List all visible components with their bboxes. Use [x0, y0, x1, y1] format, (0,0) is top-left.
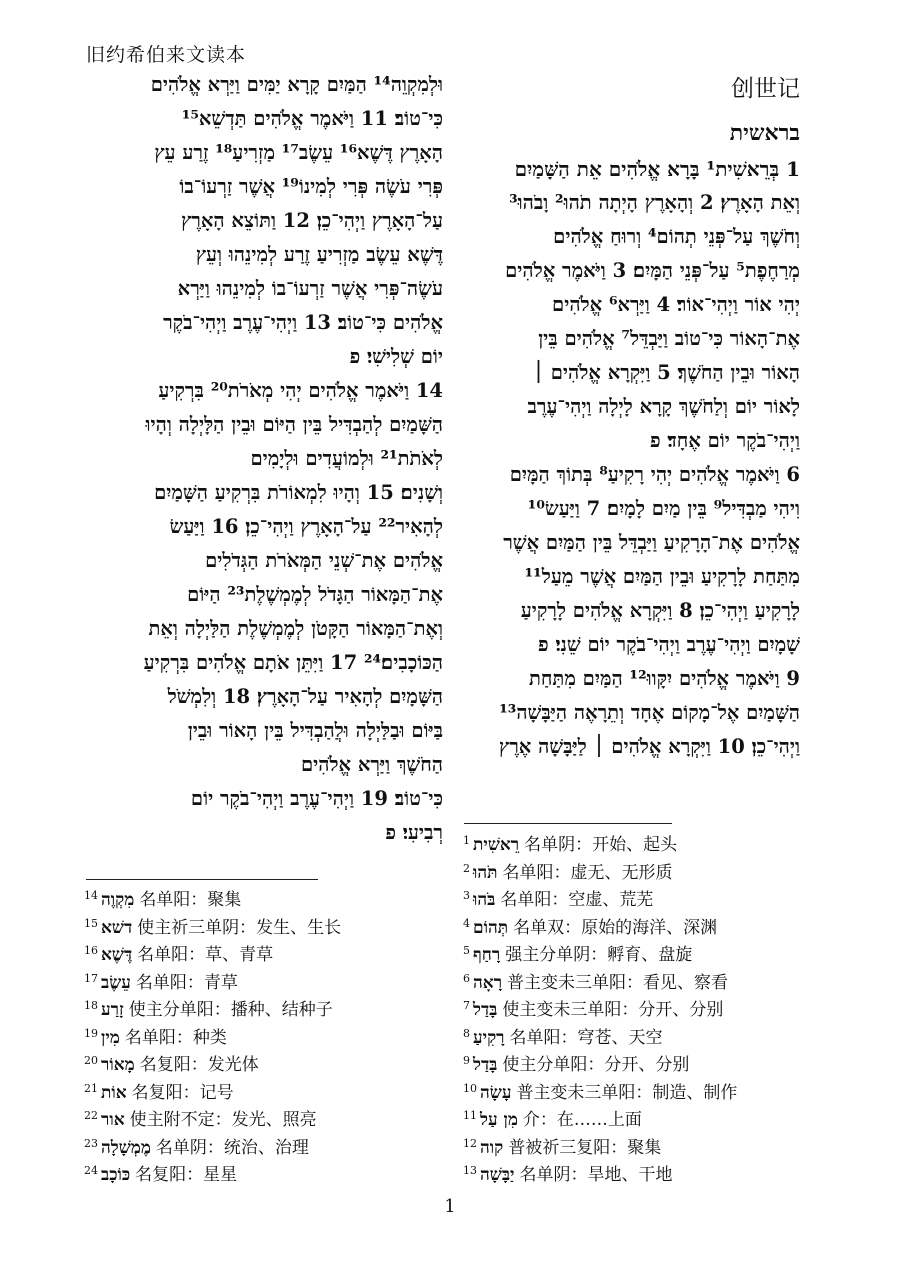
footnote-headword: עָשָׂה	[480, 1082, 512, 1103]
text-line: אֱלֹהִים אֶת־שְׁנֵי הַמְּאֹרֹת הַגְּדֹלִים	[205, 549, 443, 572]
footnote-headword: רָאָה	[473, 972, 503, 993]
footnote-headword: רֵאשִׁית	[473, 835, 520, 855]
footnote-gloss: 名单阴：统治、治理	[155, 1137, 309, 1158]
footnote: $^{19}$ מִין 名单阳：种类	[84, 1026, 227, 1048]
text-line: הָאוֹר וּבֵין הַחֹשֶׁךְ׃ 5 וַיִּקְרָא אֱלֹהִים ׀	[533, 361, 800, 384]
text-line: הַכּוֹכָבִים׃²⁴ 17 וַיִּתֵּן אֹתָם אֱלֹהִים בִּרְקִיעַ	[143, 651, 443, 674]
footnote-headword: מִן עַל	[480, 1110, 518, 1130]
text-line: הַשָּׁמָיִם לְהָאִיר עַל־הָאָרֶץ׃ 18 וְלִמְשֹׁל	[167, 685, 443, 708]
footnote-gloss: 名复阳：发光体	[139, 1055, 259, 1075]
footnote-gloss: 普主变未三单阳：看见、察看	[507, 972, 729, 993]
footnote-headword: מִין	[101, 1027, 120, 1048]
footnote: $^{13}$ יַבָּשָׁה 名单阴：旱地、干地	[463, 1164, 673, 1185]
text-line: הַחֹשֶׁךְ וַיַּרְא אֱלֹהִים	[300, 753, 443, 776]
footnote: $^{10}$ עָשָׂה 普主变未三单阳：制造、制作	[463, 1081, 738, 1103]
text-column-left	[86, 68, 443, 850]
footnote: $^{18}$ זָרַע 使主分单阳：播种、结种子	[84, 999, 333, 1020]
footnote: $^{23}$ מֶמְשָׁלָה 名单阴：统治、治理	[84, 1136, 309, 1158]
footnote: $^{24}$ כּוֹכָב 名复阳：星星	[84, 1164, 238, 1185]
footnote-headword: קוה	[480, 1137, 504, 1158]
text-line: וּלְמִקְוֵה¹⁴ הַמַּיִם קָרָא יַמִּים וַיַּרְא אֱלֹהִים	[150, 73, 443, 96]
text-line: וְחֹשֶׁךְ עַל־פְּנֵי תְהוֹם⁴ וְרוּחַ אֱלֹהִים	[553, 225, 800, 248]
text-line: עֹשֶׂה־פְּרִי אֲשֶׁר זַרְעוֹ־בוֹ לְמִינֵהוּ וַיַּרְא	[177, 277, 443, 300]
text-line: אֶת־הַמָּאוֹר הַגָּדֹל לְמֶמְשֶׁלֶת²³ הַיּוֹם	[187, 583, 443, 606]
text-line: וִיהִי מַבְדִּיל⁹ בֵּין מַיִם לָמָיִם׃ 7 וַיַּעַשׂ¹⁰	[527, 497, 800, 520]
footnote-headword: כּוֹכָב	[101, 1165, 131, 1185]
footnote-gloss: 使主分单阳：播种、结种子	[128, 1000, 333, 1020]
footnote-headword: אוֹת	[101, 1082, 127, 1103]
text-line: לָרָקִיעַ וַיְהִי־כֵן׃ 8 וַיִּקְרָא אֱלֹהִים לָרָקִיעַ	[520, 599, 800, 622]
footnote-headword: מִקְוֶה	[101, 890, 135, 910]
footnote-headword: מֶמְשָׁלָה	[101, 1137, 151, 1158]
footnote-gloss: 名单双：原始的海洋、深渊	[513, 917, 718, 938]
footnote-headword: יַבָּשָׁה	[480, 1165, 515, 1185]
footnote-headword: עֵשֶׂב	[101, 972, 131, 993]
footnote-headword: תְּהוֹם	[473, 917, 509, 938]
footnote: $^{15}$ דשׁא 使主祈三单阴：发生、生长	[84, 916, 342, 938]
footnote-gloss: 使主祈三单阴：发生、生长	[137, 917, 342, 938]
text-line: וְשָׁנִים׃ 15 וְהָיוּ לִמְאוֹרֹת בִּרְקִיעַ הַשָּׁמַיִם	[154, 481, 443, 504]
text-line: פְּרִי עֹשֶׂה פְּרִי לְמִינוֹ¹⁹ אֲשֶׁר זַרְעוֹ־בוֹ	[179, 175, 443, 198]
footnote: $^5$ רָחַף 强主分单阴：孵育、盘旋	[463, 944, 693, 965]
footnote: $^{11}$ מִן עַל 介：在……上面	[463, 1109, 642, 1130]
text-line: הָאָרֶץ דֶּשֶׁא¹⁶ עֵשֶׂב¹⁷ מַזְרִיעַ¹⁸ זֶרַע עֵץ	[154, 141, 443, 164]
text-line: אֱלֹהִים אֶת־הָרָקִיעַ וַיַּבְדֵּל בֵּין הַמַּיִם אֲשֶׁר	[503, 531, 800, 554]
text-line: שָׁמָיִם וַיְהִי־עֶרֶב וַיְהִי־בֹקֶר יוֹם שֵׁנִי׃ פ	[538, 633, 800, 656]
footnotes-right	[463, 827, 737, 1185]
text-line: מִתַּחַת לָרָקִיעַ וּבֵין הַמַּיִם אֲשֶׁר מֵעַל¹¹	[524, 565, 800, 588]
footnote: $^{14}$ מִקְוֶה 名单阳：聚集	[84, 889, 242, 910]
footnote-headword: דֶּשֶׁא	[101, 945, 133, 965]
text-line: 9 וַיֹּאמֶר אֱלֹהִים יִקָּווּ¹² הַמַּיִם מִתַּחַת	[529, 667, 800, 690]
footnote-headword: אור	[101, 1110, 125, 1130]
text-line: וַיְהִי־בֹקֶר יוֹם אֶחָד׃ פ	[650, 429, 800, 452]
footnote-headword: בָּדַל	[473, 1055, 498, 1075]
text-line: יוֹם שְׁלִישִׁי׃ פ	[349, 345, 443, 368]
footnote-gloss: 普被祈三复阳：聚集	[508, 1137, 662, 1158]
footnote: $^{12}$ קוה 普被祈三复阳：聚集	[463, 1136, 662, 1158]
footnote-gloss: 使主变未三单阳：分开、分别	[502, 1000, 724, 1020]
footnote-gloss: 名单阳：青草	[135, 972, 238, 993]
text-line: לְאֹתֹת²¹ וּלְמוֹעֲדִים וּלְיָמִים	[250, 447, 443, 470]
footnote-gloss: 名单阳：种类	[124, 1027, 227, 1048]
footnote-headword: בֹּהוּ	[473, 890, 496, 910]
text-line: 6 וַיֹּאמֶר אֱלֹהִים יְהִי רָקִיעַ⁸ בְּתוֹךְ הַמָּיִם	[509, 463, 800, 486]
footnote-gloss: 普主变未三单阳：制造、制作	[516, 1082, 738, 1103]
book-title-hebrew: בראשית	[729, 120, 800, 146]
text-line: בַּיּוֹם וּבַלַּיְלָה וּלֲהַבְדִּיל בֵּין הָאוֹר וּבֵין	[187, 719, 443, 742]
text-line: אֱלֹהִים כִּי־טוֹב׃ 13 וַיְהִי־עֶרֶב וַיְהִי־בֹקֶר	[163, 311, 443, 334]
text-line: הַשָּׁמַיִם אֶל־מָקוֹם אֶחָד וְתֵרָאֶה הַיַּבָּשָׁה¹³	[499, 701, 800, 724]
footnote-gloss: 名单阳：聚集	[139, 890, 242, 910]
footnote: $^1$ רֵאשִׁית 名单阴：开始、起头	[463, 834, 678, 855]
footnote-headword: רָחַף	[473, 945, 501, 965]
text-line: לָאוֹר יוֹם וְלַחֹשֶׁךְ קָרָא לָיְלָה וַיְהִי־עֶרֶב	[527, 395, 800, 418]
footnote-gloss: 名单阴：开始、起头	[524, 835, 678, 855]
text-line: דֶּשֶׁא עֵשֶׂב מַזְרִיעַ זֶרַע לְמִינֵהוּ וְעֵץ	[195, 243, 443, 266]
book-title-chinese: 创世记	[731, 76, 800, 102]
footnote-gloss: 名单阴：旱地、干地	[519, 1165, 673, 1185]
text-line: יְהִי אוֹר וַיְהִי־אוֹר׃ 4 וַיַּרְא⁶ אֱלֹהִים	[552, 293, 800, 316]
text-line: כִּי־טוֹב׃ 19 וַיְהִי־עֶרֶב וַיְהִי־בֹקֶר יוֹם	[190, 787, 443, 810]
footnote-gloss: 名复阳：星星	[135, 1165, 238, 1185]
text-line: כִּי־טוֹב׃ 11 וַיֹּאמֶר אֱלֹהִים תַּדְשֵׁא¹⁵	[181, 107, 443, 130]
footnote: $^{20}$ מָאוֹר 名复阳：发光体	[84, 1054, 259, 1075]
footnote-headword: תֹּהוּ	[473, 862, 498, 883]
footnotes-left	[84, 882, 341, 1185]
footnote-headword: רָקִיעַ	[473, 1027, 505, 1048]
footnote-gloss: 强主分单阴：孵育、盘旋	[505, 945, 693, 965]
footnote-gloss: 介：在……上面	[522, 1110, 642, 1130]
footnote-gloss: 名单阳：草、青草	[137, 945, 274, 965]
footnote-gloss: 名复阳：记号	[131, 1082, 234, 1103]
footnote-gloss: 名单阳：虚无、无形质	[502, 862, 673, 883]
text-line: 14 וַיֹּאמֶר אֱלֹהִים יְהִי מְאֹרֹת²⁰ בִּרְקִיעַ	[158, 379, 443, 402]
footnote-headword: מָאוֹר	[101, 1055, 135, 1075]
footnote: $^{21}$ אוֹת 名复阳：记号	[84, 1081, 234, 1103]
footnote-headword: זָרַע	[101, 1000, 124, 1020]
footnote-headword: דשׁא	[101, 917, 133, 938]
footnote: $^{17}$ עֵשֶׂב 名单阳：青草	[84, 971, 238, 993]
footnote: $^7$ בָּדַל 使主变未三单阳：分开、分别	[463, 999, 724, 1020]
text-line: וְאֶת־הַמָּאוֹר הַקָּטֹן לְמֶמְשֶׁלֶת הַלַּיְלָה וְאֵת	[148, 617, 443, 640]
text-line: רְבִיעִי׃ פ	[385, 821, 443, 844]
text-line: מְרַחֶפֶת⁵ עַל־פְּנֵי הַמָּיִם׃ 3 וַיֹּאמֶר אֱלֹהִים	[505, 259, 800, 282]
footnote-headword: בָּדַל	[473, 1000, 498, 1020]
footnote-divider-right	[464, 823, 672, 824]
footnote: $^6$ רָאָה 普主变未三单阳：看见、察看	[463, 971, 729, 993]
text-line: אֶת־הָאוֹר כִּי־טוֹב וַיַּבְדֵּל⁷ אֱלֹהִים בֵּין	[538, 327, 800, 350]
text-column-right	[466, 152, 800, 764]
footnote: $^4$ תְּהוֹם 名单双：原始的海洋、深渊	[463, 916, 718, 938]
running-header: 旧约希伯来文读本	[86, 44, 247, 66]
footnote: $^{16}$ דֶּשֶׁא 名单阳：草、青草	[84, 944, 274, 965]
footnote: $^3$ בֹּהוּ 名单阳：空虚、荒芜	[463, 889, 654, 910]
footnote-gloss: 使主分单阳：分开、分别	[502, 1055, 690, 1075]
text-line: 1 בְּרֵאשִׁית¹ בָּרָא אֱלֹהִים אֵת הַשָּׁמַיִם	[514, 157, 800, 181]
text-line: וַיְהִי־כֵן׃ 10 וַיִּקְרָא אֱלֹהִים ׀ לַיַּבָּשָׁה אֶרֶץ	[499, 735, 800, 758]
footnote-gloss: 名单阳：空虚、荒芜	[500, 890, 654, 910]
footnote-gloss: 使主附不定：发光、照亮	[129, 1110, 317, 1130]
text-line: וְאֵת הָאָרֶץ׃ 2 וְהָאָרֶץ הָיְתָה תֹהוּ² וָבֹהוּ³	[509, 191, 800, 214]
page-number: 1	[444, 1196, 456, 1217]
text-line: עַל־הָאָרֶץ וַיְהִי־כֵן׃ 12 וַתּוֹצֵא הָאָרֶץ	[181, 209, 443, 232]
footnote: $^9$ בָּדַל 使主分单阳：分开、分别	[463, 1054, 690, 1075]
text-line: הַשָּׁמַיִם לְהַבְדִּיל בֵּין הַיּוֹם וּבֵין הַלָּיְלָה וְהָיוּ	[145, 413, 443, 436]
footnote: $^2$ תֹּהוּ 名单阳：虚无、无形质	[463, 861, 673, 883]
footnote-gloss: 名单阳：穹苍、天空	[509, 1027, 663, 1048]
footnote: $^8$ רָקִיעַ 名单阳：穹苍、天空	[463, 1026, 663, 1048]
footnote-divider-left	[86, 879, 318, 880]
text-line: לְהָאִיר²² עַל־הָאָרֶץ וַיְהִי־כֵן׃ 16 וַיַּעַשׂ	[169, 515, 443, 538]
footnote: $^{22}$ אור 使主附不定：发光、照亮	[84, 1109, 317, 1130]
